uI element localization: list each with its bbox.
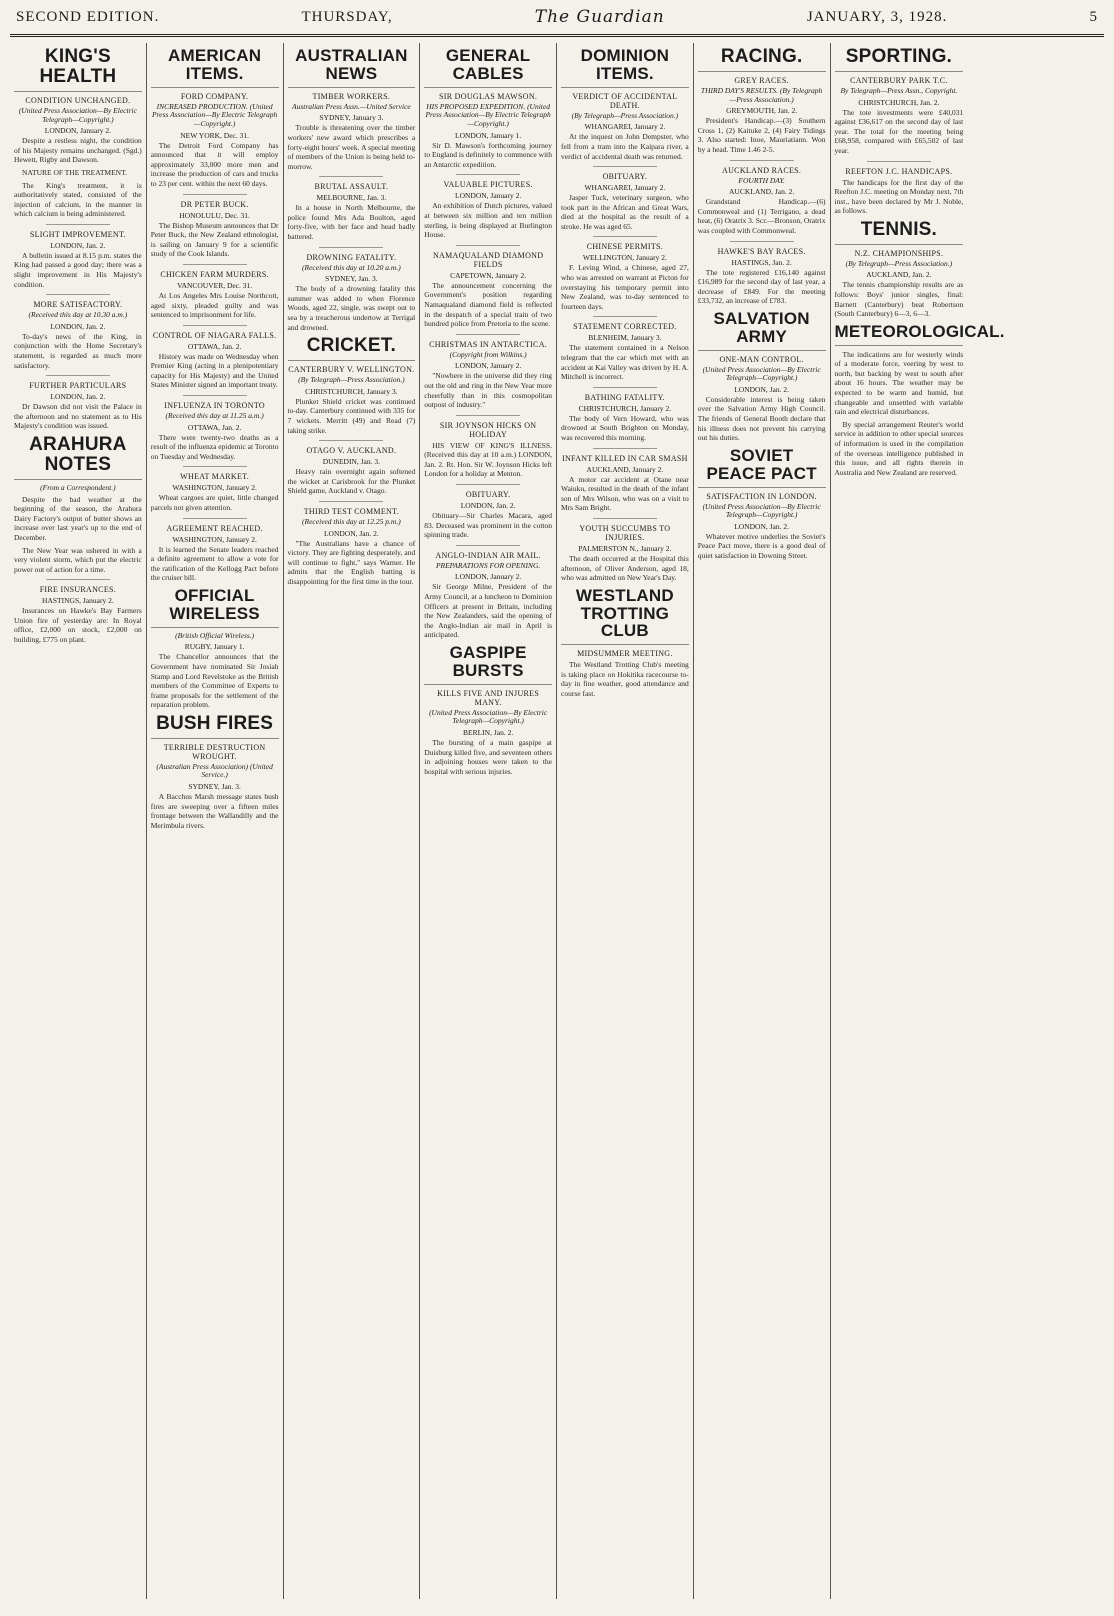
article-paragraph: The body of Vern Howard, who was drowned at South Brighton on Monday, was recovered this morning. [561,413,689,442]
section-divider [593,518,657,519]
section-divider [46,224,110,225]
article-paragraph: The statement contained in a Nelson telegram that the car which met with an accident at Kai Valley was driven by H. A. Mitchell is incorrect. [561,343,689,382]
article [14,224,142,289]
article-credit: HIS PROPOSED EXPEDITION. (United Press Association—By Electric Telegraph—Copyright.) [425,101,551,128]
article-paragraph: The Westland Trotting Club's meeting is taking place on Hokitika racecourse to-day in fine weather, good attendance and course fast. [561,660,689,699]
day-label: THURSDAY, [301,8,393,25]
article-paragraph: Grandstand Handicap.—(6) Commonweal and (1) Terrigano, a dead heat, (6) Oratrix 3. Scr.—Bronson, Oratrix was coupled with Commonweal. [697,197,826,235]
article-subhead: SIR JOYNSON HICKS ON HOLIDAY [439,420,537,439]
article-paragraph: Obituary—Sir Charles Macara, aged 83. Deceased was prominent in the cotton spinning trade. [424,511,552,540]
section-divider [456,545,520,546]
article-dateline: RUGBY, January 1. [184,642,245,652]
section-divider [593,387,657,388]
article-credit: INCREASED PRODUCTION. (United Press Association—By Electric Telegraph—Copyright.) [151,101,278,128]
section-divider [456,484,520,485]
article [424,47,552,169]
article-dateline: LONDON, January 2. [455,361,522,371]
article-subhead: BRUTAL ASSAULT. [314,182,389,192]
section-divider [319,440,383,441]
news-column [147,43,284,1599]
news-column [10,43,147,1599]
article-subhead: INFANT KILLED IN CAR SMASH [562,453,688,463]
article-dateline: LONDON, Jan. 2. [50,321,106,331]
article-paragraph: Plunket Shield cricket was continued to-day. Canterbury continued with 335 for 7 wickets. Merritt (49) and Read (7) taking strike. [287,396,416,435]
article-paragraph: The indications are for westerly winds of a moderate force, veering by west to north, but backing by west to south after about 16 hours. The weather may be expected to be warm and humid, but changeable and unsettled with variable rain and electrical disturbances. [834,349,964,417]
section-divider [183,466,247,467]
article-dateline: CHRISTCHURCH, Jan. 2. [858,97,940,107]
article-paragraph: F. Leving Wind, a Chinese, aged 27, who was arrested on warrant at Picton for overstaying his temporary permit into New Zealand, was to-day sentenced to fourteen days. [561,263,689,311]
article [151,264,279,320]
article-dateline: SYDNEY, January 3. [319,113,384,123]
article-paragraph: A motor car accident at Otane near Waiuku, resulted in the death of the infant son of Mrs Wilson, who was on a visit to Mrs Sam Bright. [561,474,689,513]
section-divider [46,579,110,580]
article-dateline: LONDON, Jan. 2. [734,384,790,394]
article [424,174,552,239]
article-paragraph: By special arrangement Reuter's world service in addition to other special sources of information is used in the compilation of the overseas intelligence published in this issue, and all rights therein in Australia and New Zealand are reserved. [834,419,964,477]
article-paragraph: The Bishop Museum announces that Dr Peter Buck, the New Zealand ethnologist, is sailing on January 9 for a scientific study of the Cook Islands. [150,220,279,259]
article [151,325,279,390]
article-dateline: OTTAWA, Jan. 2. [187,422,242,432]
article-dateline: HASTINGS, Jan. 2. [731,257,792,267]
article-subhead: OTAGO V. AUCKLAND. [306,446,397,456]
article-subhead: AGREEMENT REACHED. [166,523,263,533]
article [424,334,552,410]
article-subhead: ANGLO-INDIAN AIR MAIL. [435,550,541,560]
article [698,310,826,443]
article-paragraph: It is learned the Senate leaders reached a definite agreement to allow a vote for the ratification of the Kellogg Pact before the cruiser bill. [150,544,279,583]
article [14,47,142,219]
article-credit: (By Telegraph—Press Association.) [845,258,953,268]
article-credit: (By Telegraph—Press Association.) [298,375,405,385]
article-subhead: YOUTH SUCCUMBS TO INJURIES. [579,523,671,542]
article [561,47,689,161]
article-subhead: INFLUENZA IN TORONTO [164,401,265,411]
news-column [284,43,421,1599]
article-subhead: DR PETER BUCK. [180,199,249,209]
columns-container [10,43,1104,1599]
masthead [10,0,1104,37]
section-divider [867,161,931,162]
article-dateline: LONDON, Jan. 2. [50,392,106,402]
article-paragraph: The tennis championship results are as follows: Boys' junior singles, final: Barnett (Canterbury) beat Robertson (South Canterbury) 6—3, 6—3. [834,280,964,319]
article-dateline: SYDNEY, Jan. 3. [325,274,378,284]
article-paragraph: Despite the bad weather at the beginning of the season, the Arahura Dairy Factory's output of butter shows an increase over last year's up to the end of December. [14,494,142,542]
article-credit: PREPARATIONS FOR OPENING. [435,560,541,570]
article-subhead: ONE-MAN CONTROL. [719,354,804,364]
article-dateline: LONDON, Jan. 2. [50,240,106,250]
article [288,440,416,496]
article-subhead: CHINESE PERMITS. [586,242,664,252]
section-divider [456,174,520,175]
article-subhead: FURTHER PARTICULARS [29,381,127,391]
article [288,336,416,435]
article-subhead: VERDICT OF ACCIDENTAL DEATH. [572,91,678,110]
section-divider [593,316,657,317]
article-paragraph: To-day's news of the King, in conjunction with the Home Secretary's statement, is regarded as much more satisfactory. [14,331,142,370]
article-credit: THIRD DAY'S RESULTS. (By Telegraph—Press Association.) [700,85,823,104]
article-headline: CRICKET. [288,336,416,361]
article-dateline: LONDON, Jan. 2. [460,501,516,511]
article-subhead: GREY RACES. [734,75,789,85]
article-subhead: AUCKLAND RACES. [722,165,802,175]
article-dateline: CHRISTCHURCH, January 2. [578,403,672,413]
article-subhead: BATHING FATALITY. [584,392,665,402]
section-divider [183,194,247,195]
news-column [420,43,557,1599]
article-paragraph: "The Australians have a chance of victory. They are fighting desperately, and will continue to fight," says Warner. He admits that the English batting is disappointing for the first time in the tour. [287,538,416,586]
article-subhead: WHEAT MARKET. [180,472,250,482]
article-paragraph: Trouble is threatening over the timber workers' new award which prescribes a forty-eight hours' week. A special meeting of members of the Union is being held to-morrow. [287,123,416,171]
article-headline: OFFICIAL WIRELESS [151,587,279,628]
article [14,435,142,574]
article [698,160,826,236]
article-paragraph: Sir George Milne, President of the Army Council, at a luncheon to Dominion Officers at present in Britain, including the New Zealanders, said the opening of the Anglo-Indian air mail in April is anticipated. [424,582,552,640]
article [561,387,689,443]
article [424,545,552,640]
article-subhead: CHRISTMAS IN ANTARCTICA. [429,339,548,349]
article-headline: BUSH FIRES [151,714,279,739]
article-headline: METEOROLOGICAL. [835,323,964,346]
article-dateline: MELBOURNE, Jan. 3. [316,193,387,203]
article-paragraph: At Los Angeles Mrs Louise Northcott, aged sixty, pleaded guilty and was sentenced to imprisonment for life. [150,290,279,320]
article-subhead: CANTERBURY PARK T.C. [850,75,948,85]
article-paragraph: In a house in North Melbourne, the police found Mrs Ada Boulton, aged forty-five, with her face and head badly battered. [287,203,416,242]
article-headline: DOMINION ITEMS. [561,47,689,88]
article-subhead: CANTERBURY V. WELLINGTON. [288,365,415,375]
article-credit: (British Official Wireless.) [175,630,255,640]
article-paragraph: History was made on Wednesday when Premier King (acting in a plenipotentiary capacity for His Majesty) and the United States Minister signed an important treaty. [150,351,279,390]
article-dateline: WHANGAREI, January 2. [584,183,666,193]
article-subhead: OBITUARY. [602,172,648,182]
article-headline: ARAHURA NOTES [14,435,142,480]
article-paragraph: President's Handicap.—(3) Southern Cross 1, (2) Kaituke 2, (4) Fairy Tidings 3. Also started: Inoe, Mauriatiann. Won by a head. Time 1.46 2-5. [697,116,826,154]
article-dateline: LONDON, January 2. [455,191,522,201]
article-dateline: LONDON, Jan. 2. [323,528,379,538]
article [424,245,552,329]
section-divider [183,395,247,396]
article-headline: WESTLAND TROTTING CLUB [561,587,689,646]
article-dateline: DUNEDIN, Jan. 3. [322,457,381,467]
article-dateline: CHRISTCHURCH, January 3. [305,386,398,396]
article-headline: SPORTING. [835,47,964,72]
article-subhead: SIR DOUGLAS MAWSON. [439,91,538,101]
article [14,294,142,370]
section-divider [183,325,247,326]
article-dateline: SYDNEY, Jan. 3. [188,782,241,792]
article-headline: GENERAL CABLES [424,47,552,88]
article-headline: RACING. [698,47,826,72]
article-headline: GASPIPE BURSTS [424,644,552,685]
section-divider [46,375,110,376]
article [561,448,689,513]
section-divider [183,518,247,519]
paper-name: The Guardian [534,7,665,27]
article [424,415,552,479]
article-paragraph: Jasper Tuck, veterinary surgeon, who took part in the African and Great Wars, died at the hospital as the result of a stroke. He was aged 65. [561,193,689,231]
article-subhead: SATISFACTION IN LONDON. [706,491,817,501]
article-credit: (Received this day at 12.25 p.m.) [302,516,401,526]
article-subhead: HAWKE'S BAY RACES. [717,246,806,256]
article-dateline: WASHINGTON, January 2. [172,483,257,493]
article-credit: (Received this day at 11.25 a.m.) [165,411,264,421]
article-subhead: SLIGHT IMPROVEMENT. [29,229,126,239]
article [151,587,279,710]
section-divider [593,236,657,237]
article [698,241,826,306]
article-paragraph: Sir D. Mawson's forthcoming journey to England is definitely to commence with an Antarctic expedition. [424,140,552,169]
article-paragraph: The tote registered £16,140 against £16,989 for the second day of last year, a decrease of £849. For the meeting £33,732, an increase of £783. [697,267,826,306]
article [288,176,416,241]
article-paragraph: The announcement concerning the Government's position regarding Namaqualand diamond field is reflected in the despatch of a special train of two hundred police from Pretoria to the scene. [424,280,552,329]
article-paragraph: The New Year was ushered in with a very violent storm, which put the electric power out of action for a time. [14,545,142,574]
article [561,236,689,311]
article-credit: By Telegraph—Press Assn., Copyright. [840,85,958,95]
article-paragraph: At the inquest on John Dempster, who fell from a tram into the Kaipara river, a verdict of accidental death was returned. [561,132,689,161]
article [561,316,689,381]
article-credit: (By Telegraph—Press Association.) [571,110,679,120]
section-divider [730,160,794,161]
article [698,447,826,561]
article-credit: (Received this day at 10.20 a.m.) [302,262,401,272]
article-paragraph: The bursting of a main gaspipe at Duisburg killed five, and seventeen others in adjoining houses were taken to the hospital with serious injuries. [424,737,552,776]
article-paragraph: NATURE OF THE TREATMENT. [22,167,127,177]
article-paragraph: A Bacchus Marsh message states bush fires are sweeping over a fifteen miles frontage between the Wallandilly and the Merimbula rivers. [150,792,279,830]
section-divider [593,448,657,449]
article-subhead: TERRIBLE DESTRUCTION WROUGHT. [163,742,266,761]
article-credit: (Australian Press Association) (United Service.) [156,761,273,780]
article-credit: (United Press Association—By Electric Telegraph—Copyright.) [702,501,821,520]
article-subhead: STATEMENT CORRECTED. [573,322,677,332]
section-divider [319,501,383,502]
section-divider [593,166,657,167]
article-headline: TENNIS. [835,220,964,245]
article [834,321,1005,478]
article-dateline: AUCKLAND, Jan. 2. [729,187,795,197]
section-divider [319,176,383,177]
article-dateline: GREYMOUTH, Jan. 2. [726,106,798,116]
article-paragraph: The body of a drowning fatality this summer was added to when Florence Woods, aged 22, single, was swept out to sea by a treacherous undertow at Terrigal and drowned. [287,284,416,332]
article-headline: KING'S HEALTH [14,47,142,92]
article-paragraph: "Nowhere in the universe did they ring out the old and ring in the New Year more cheerfully than in this cosmopolitan outpost of industry." [424,371,552,410]
section-divider [456,245,520,246]
article-headline: SOVIET PEACE PACT [698,447,826,488]
article-paragraph: The tote investments were £40,031 against £36,617 on the second day of last year. The total for the meeting being £68,958, compared with £65,502 of last year. [834,107,964,155]
page-number: 5 [1089,8,1098,25]
article-credit: (Received this day at 10.30 a.m.) [28,310,128,320]
article-paragraph: HIS VIEW OF KING'S ILLNESS. (Received this day at 10 a.m.) LONDON, Jan. 2. Rt. Hon. Sir W. Joynson Hicks left London for a holiday at Menton. [424,440,552,479]
article-subhead: NAMAQUALAND DIAMOND FIELDS [432,250,544,269]
article [151,395,279,461]
article-credit: (From a Correspondent.) [40,482,116,492]
article-headline: AUSTRALIAN NEWS [288,47,416,88]
article-headline: AMERICAN ITEMS. [151,47,279,88]
section-divider [183,264,247,265]
article-subhead: CONDITION UNCHANGED. [25,95,131,105]
edition-label: SECOND EDITION. [16,8,160,25]
article-dateline: LONDON, Jan. 2. [734,521,790,531]
newspaper-page [10,0,1104,1600]
article-paragraph: Heavy rain overnight again softened the wicket at Carisbrook for the Plunket Shield game, Auckland v. Otago. [287,467,416,496]
news-column [831,43,1005,1599]
article [151,194,279,259]
article-paragraph: The death occurred at the Hospital this afternoon, of Oliver Anderson, aged 18, who was admitted on New Year's Day. [561,553,689,583]
article [288,247,416,333]
article-dateline: LONDON, January 2. [44,126,111,136]
article-paragraph: There were twenty-two deaths as a result of the influenza epidemic at Toronto on Tuesday and Wednesday. [150,432,279,461]
article-dateline: WELLINGTON, January 2. [582,253,667,263]
article [14,579,142,644]
article-dateline: BLENHEIM, January 3. [588,333,662,343]
article-paragraph: Wheat cargoes are quiet, little changed parcels not given attention. [150,493,279,513]
issue-date: JANUARY, 3, 1928. [806,8,948,25]
article-credit: (Copyright from Wilkins.) [449,349,527,359]
article [151,518,279,583]
article-subhead: FIRE INSURANCES. [39,585,117,595]
article-dateline: PALMERSTON N., January 2. [578,543,672,553]
article [151,47,279,189]
article-subhead: OBITUARY. [465,490,511,500]
article-credit: FOURTH DAY. [738,175,785,185]
article [151,714,279,831]
article-subhead: MORE SATISFACTORY. [33,300,123,310]
article-dateline: WASHINGTON, January 2. [172,534,257,544]
section-divider [46,294,110,295]
article-subhead: FORD COMPANY. [180,91,249,101]
article-subhead: TIMBER WORKERS. [312,91,391,101]
article-subhead: REEFTON J.C. HANDICAPS. [845,166,953,176]
article-paragraph: Dr Dawson did not visit the Palace in the afternoon and no statement as to His Majesty's condition was issued. [14,402,142,431]
article-subhead: VALUABLE PICTURES. [443,180,533,190]
article-paragraph: A bulletin issued at 8.15 p.m. states the King had passed a good day; there was a slight improvement in His Majesty's condition. [14,250,142,289]
article-paragraph: An exhibition of Dutch pictures, valued at between six million and ten million sterling, is being displayed at Burlington House. [424,201,552,240]
article [835,161,964,216]
article [14,375,142,431]
article-paragraph: Considerable interest is being taken over the Salvation Army High Council. The friends of General Booth declare that his illness does not prevent his carrying out his duties. [697,394,826,443]
article-subhead: KILLS FIVE AND INJURES MANY. [437,688,540,707]
article-credit: Australian Press Assn.—United Service [292,101,411,111]
article-dateline: AUCKLAND, January 2. [586,464,664,474]
article-paragraph: The King's treatment, it is authoritatively stated, consisted of the injection of calcium, in the manner in which calcium is being administered. [14,180,142,219]
article [424,644,552,776]
article-dateline: HASTINGS, January 2. [42,596,114,606]
article-dateline: NEW YORK, Dec. 31. [180,130,249,140]
news-column [557,43,694,1599]
article [561,587,689,699]
article-credit: (United Press Association—By Electric Telegraph—Copyright.) [702,364,821,383]
article-paragraph: The handicaps for the first day of the Reefton J.C. meeting on Monday next, 7th inst., have been declared by Mr J. Noble, as follows. [834,177,964,216]
article [561,518,689,583]
article-dateline: OTTAWA, Jan. 2. [187,341,242,351]
section-divider [456,415,520,416]
article [561,166,689,231]
section-divider [730,241,794,242]
article [424,484,552,540]
article-subhead: MIDSUMMER MEETING. [577,649,673,659]
article-subhead: THIRD TEST COMMENT. [303,506,399,516]
news-column [694,43,831,1599]
article [835,47,964,156]
article-dateline: WHANGAREI, January 2. [584,122,666,132]
article-subhead: DROWNING FATALITY. [306,252,397,262]
article [151,466,279,512]
article-credit: (United Press Association—By Electric Telegraph—Copyright.) [429,707,548,726]
section-divider [319,247,383,248]
article [835,220,964,319]
article-dateline: LONDON, January 2. [455,572,522,582]
article-paragraph: The Chancellor announces that the Government have nominated Sir Josiah Stamp and Lord Revelstoke as the British members of the Committee of Experts to frame proposals for the settlement of the reparation problem. [150,652,279,710]
article-paragraph: The Detroit Ford Company has announced that it will employ approximately 33,000 more men and increase the production of cars and trucks to 23 per cent. within the next 60 days. [150,140,279,188]
article-dateline: AUCKLAND, Jan. 2. [866,270,932,280]
article-subhead: N.Z. CHAMPIONSHIPS. [854,248,944,258]
article [288,47,416,171]
article-subhead: CHICKEN FARM MURDERS. [160,269,269,279]
article [698,47,826,155]
article-dateline: BERLIN, Jan. 2. [463,727,514,737]
article-dateline: CAPETOWN, January 2. [450,270,527,280]
section-divider [456,334,520,335]
article-dateline: HONOLULU, Dec. 31. [179,210,250,220]
article-headline: SALVATION ARMY [698,310,826,351]
article-dateline: LONDON, January 1. [455,130,522,140]
article-subhead: CONTROL OF NIAGARA FALLS. [152,330,277,340]
article-paragraph: Despite a restless night, the condition of his Majesty remains unchanged. (Sgd.) Hewett, Rigby and Dawson. [14,136,142,165]
article-paragraph: Insurances on Hawke's Bay Farmers Union fire of yesterday are: In Royal office, £2,000 on stock, £2,000 on building, £775 on plant. [14,606,142,645]
article-paragraph: Whatever motive underlies the Soviet's Peace Pact move, there is a good deal of quiet satisfaction in Downing Street. [697,531,826,560]
article [288,501,416,587]
article-credit: (United Press Association—By Electric Telegraph—Copyright.) [18,105,137,124]
article-dateline: VANCOUVER, Dec. 31. [177,280,253,290]
